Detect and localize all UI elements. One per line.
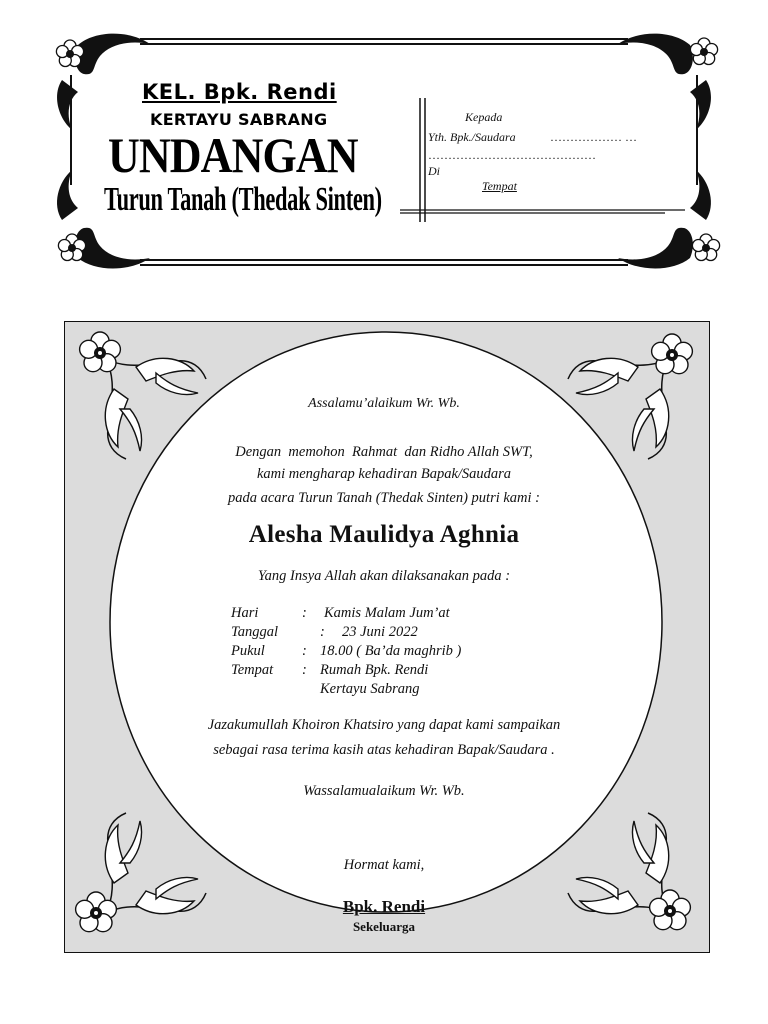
closing-line-2: sebagai rasa terima kasih atas kehadiran Bapak/Saudara . [213,742,555,758]
host-family: Sekeluarga [352,919,416,934]
address-yth: Yth. Bpk./Saudara [428,130,516,144]
host-name: Bpk. Rendi [342,897,426,916]
detail-label-tanggal: Tanggal [231,624,279,640]
farewell: Wassalamualaikum Wr. Wb. [303,783,465,799]
address-dots-line2: …………………………………… [428,148,596,162]
detail-colon: : [302,662,307,678]
detail-colon: : [320,624,325,640]
address-dots-line1: ……………… … [550,130,637,144]
family-name: KEL. Bpk. Rendi [142,80,337,104]
child-name: Alesha Maulidya Aghnia [248,521,520,548]
family-place: KERTAYU SABRANG [150,110,328,129]
intro-line-3: pada acara Turun Tanah (Thedak Sinten) putri kami : [227,490,541,506]
detail-label-tempat: Tempat [231,662,274,678]
detail-location-line2: Kertayu Sabrang [320,681,420,697]
detail-label-hari: Hari [231,605,259,621]
address-tempat: Tempat [482,179,517,193]
regards: Hormat kami, [343,857,425,873]
plan-line: Yang Insya Allah akan dilaksanakan pada : [257,568,511,584]
intro-line-2: kami mengharap kehadiran Bapak/Saudara [256,466,512,482]
invitation-subtitle: Turun Tanah (Thedak Sinten) [104,181,382,218]
address-kepada: Kepada [465,110,503,124]
greeting: Assalamu’alaikum Wr. Wb. [308,396,460,411]
card-oval [110,332,662,912]
detail-value-pukul: 18.00 ( Ba’da maghrib ) [320,643,462,659]
intro-line-1: Dengan memohon Rahmat dan Ridho Allah SWT, [235,444,533,460]
detail-value-tanggal: 23 Juni 2022 [342,624,418,640]
detail-value-tempat: Rumah Bpk. Rendi [320,662,429,678]
address-di: Di [428,164,440,178]
invitation-title: UNDANGAN [108,127,358,183]
closing-line-1: Jazakumullah Khoiron Khatsiro yang dapat kami sampaikan [207,717,561,733]
detail-colon: : [302,605,307,621]
detail-value-hari: Kamis Malam Jum’at [324,605,450,621]
detail-colon: : [302,643,307,659]
detail-label-pukul: Pukul [231,643,265,659]
